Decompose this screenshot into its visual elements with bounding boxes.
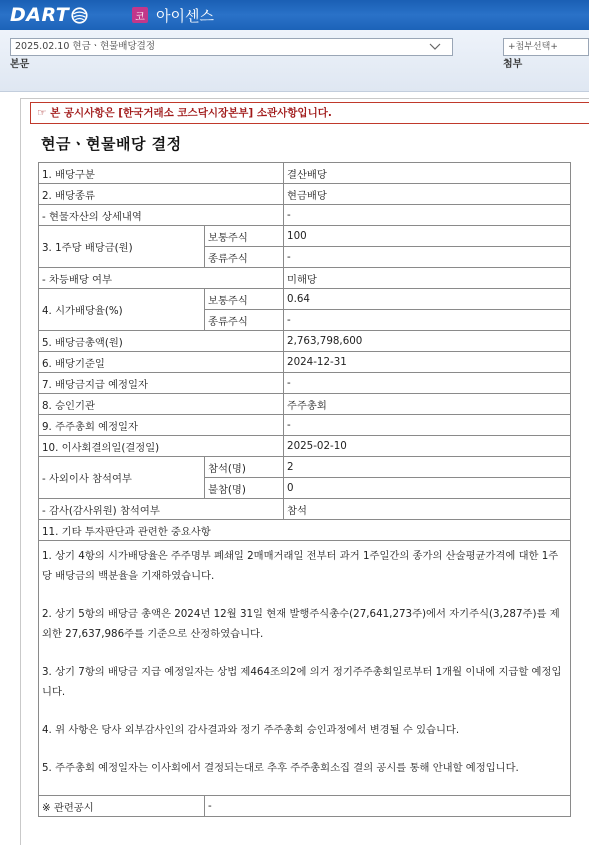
- row-sublabel: 종류주식: [205, 310, 284, 331]
- row-label: 10. 이사회결의일(결정일): [39, 436, 284, 457]
- row-value: 0: [284, 478, 571, 499]
- row-label: - 감사(감사위원) 참석여부: [39, 499, 284, 520]
- row-label: 6. 배당기준일: [39, 352, 284, 373]
- table-row: [39, 394, 571, 415]
- row-value: 주주총회: [284, 394, 571, 415]
- row-value: 0.64: [284, 289, 571, 310]
- row-value: -: [284, 310, 571, 331]
- table-row: [39, 226, 571, 247]
- note-paragraph: 3. 상기 7항의 배당금 지급 예정일자는 상법 제464조의2에 의거 정기주주총회일로부터 1개월 이내에 지급할 예정입니다.: [42, 666, 562, 698]
- table-row: [39, 163, 571, 184]
- dart-logo[interactable]: [10, 4, 88, 26]
- row-sublabel: 보통주식: [205, 289, 284, 310]
- row-value: 미해당: [284, 268, 571, 289]
- disclosure-document: [20, 98, 589, 845]
- note-paragraph: 5. 주주총회 예정일자는 이사회에서 결정되는대로 추후 주주총회소집 결의 공시를 통해 안내할 예정입니다.: [42, 762, 519, 774]
- table-row: [39, 268, 571, 289]
- table-row: [39, 796, 571, 817]
- notice-banner: ☞ 본 공시사항은 [한국거래소 코스닥시장본부] 소관사항입니다.: [30, 102, 589, 124]
- table-row: [39, 352, 571, 373]
- report-select-value: 2025.02.10 현금ㆍ현물배당결정: [15, 41, 156, 52]
- note-paragraph: 4. 위 사항은 당사 외부감사인의 감사결과와 정기 주주총회 승인과정에서 변경될 수 있습니다.: [42, 724, 460, 736]
- table-row: [39, 205, 571, 226]
- row-label: 3. 1주당 배당금(원): [39, 226, 205, 268]
- table-row: [39, 331, 571, 352]
- row-label: ※ 관련공시: [39, 796, 205, 817]
- notes-cell: [39, 541, 571, 796]
- kosdaq-badge: 코: [132, 7, 148, 23]
- row-sublabel: 참석(명): [205, 457, 284, 478]
- table-row: [39, 436, 571, 457]
- row-sublabel: 보통주식: [205, 226, 284, 247]
- row-label: - 사외이사 참석여부: [39, 457, 205, 499]
- logo-text: DART: [10, 4, 70, 26]
- row-label: 2. 배당종류: [39, 184, 284, 205]
- attachment-select-value: +첨부선택+: [508, 42, 558, 52]
- dividend-table: [38, 162, 571, 817]
- table-row: [39, 415, 571, 436]
- row-value: 2,763,798,600: [284, 331, 571, 352]
- table-row: [39, 541, 571, 796]
- row-value: 100: [284, 226, 571, 247]
- table-row: [39, 457, 571, 478]
- row-label: 4. 시가배당율(%): [39, 289, 205, 331]
- row-label: 8. 승인기관: [39, 394, 284, 415]
- row-sublabel: 불참(명): [205, 478, 284, 499]
- main-text-label: 본문: [10, 59, 30, 70]
- row-value: -: [284, 205, 571, 226]
- row-sublabel: 종류주식: [205, 247, 284, 268]
- page-title: 현금ㆍ현물배당 결정: [41, 135, 182, 153]
- company-name: 아이센스: [156, 6, 214, 25]
- table-row: [39, 184, 571, 205]
- row-value: -: [284, 373, 571, 394]
- globe-icon: [71, 7, 88, 24]
- row-value: 현금배당: [284, 184, 571, 205]
- attachment-select[interactable]: [503, 38, 589, 56]
- row-label: 11. 기타 투자판단과 관련한 중요사항: [39, 520, 571, 541]
- top-header-bar: [0, 0, 589, 30]
- note-paragraph: 1. 상기 4항의 시가배당율은 주주명부 폐쇄일 2매매거래일 전부터 과거 1주일간의 종가의 산술평균가격에 대한 1주당 배당금의 백분율을 기재하였습니다.: [42, 550, 559, 582]
- row-value: 참석: [284, 499, 571, 520]
- row-value: -: [205, 796, 571, 817]
- row-value: -: [284, 247, 571, 268]
- row-value: 2025-02-10: [284, 436, 571, 457]
- row-label: - 차등배당 여부: [39, 268, 284, 289]
- row-value: 2024-12-31: [284, 352, 571, 373]
- note-paragraph: 2. 상기 5항의 배당금 총액은 2024년 12월 31일 현재 발행주식총수(27,641,273주)에서 자기주식(3,287주)를 제외한 27,637,986주를 기준으로 산정하였습니다.: [42, 608, 560, 640]
- table-row: [39, 373, 571, 394]
- chevron-down-icon: [428, 40, 442, 54]
- table-row: [39, 499, 571, 520]
- row-label: 5. 배당금총액(원): [39, 331, 284, 352]
- row-label: - 현물자산의 상세내역: [39, 205, 284, 226]
- row-value: 결산배당: [284, 163, 571, 184]
- row-value: -: [284, 415, 571, 436]
- table-row: [39, 289, 571, 310]
- report-select[interactable]: [10, 38, 453, 56]
- table-row: [39, 520, 571, 541]
- attachment-label: 첨부: [503, 59, 523, 70]
- company-title: [132, 5, 214, 25]
- row-label: 9. 주주총회 예정일자: [39, 415, 284, 436]
- row-label: 7. 배당금지급 예정일자: [39, 373, 284, 394]
- row-value: 2: [284, 457, 571, 478]
- row-label: 1. 배당구분: [39, 163, 284, 184]
